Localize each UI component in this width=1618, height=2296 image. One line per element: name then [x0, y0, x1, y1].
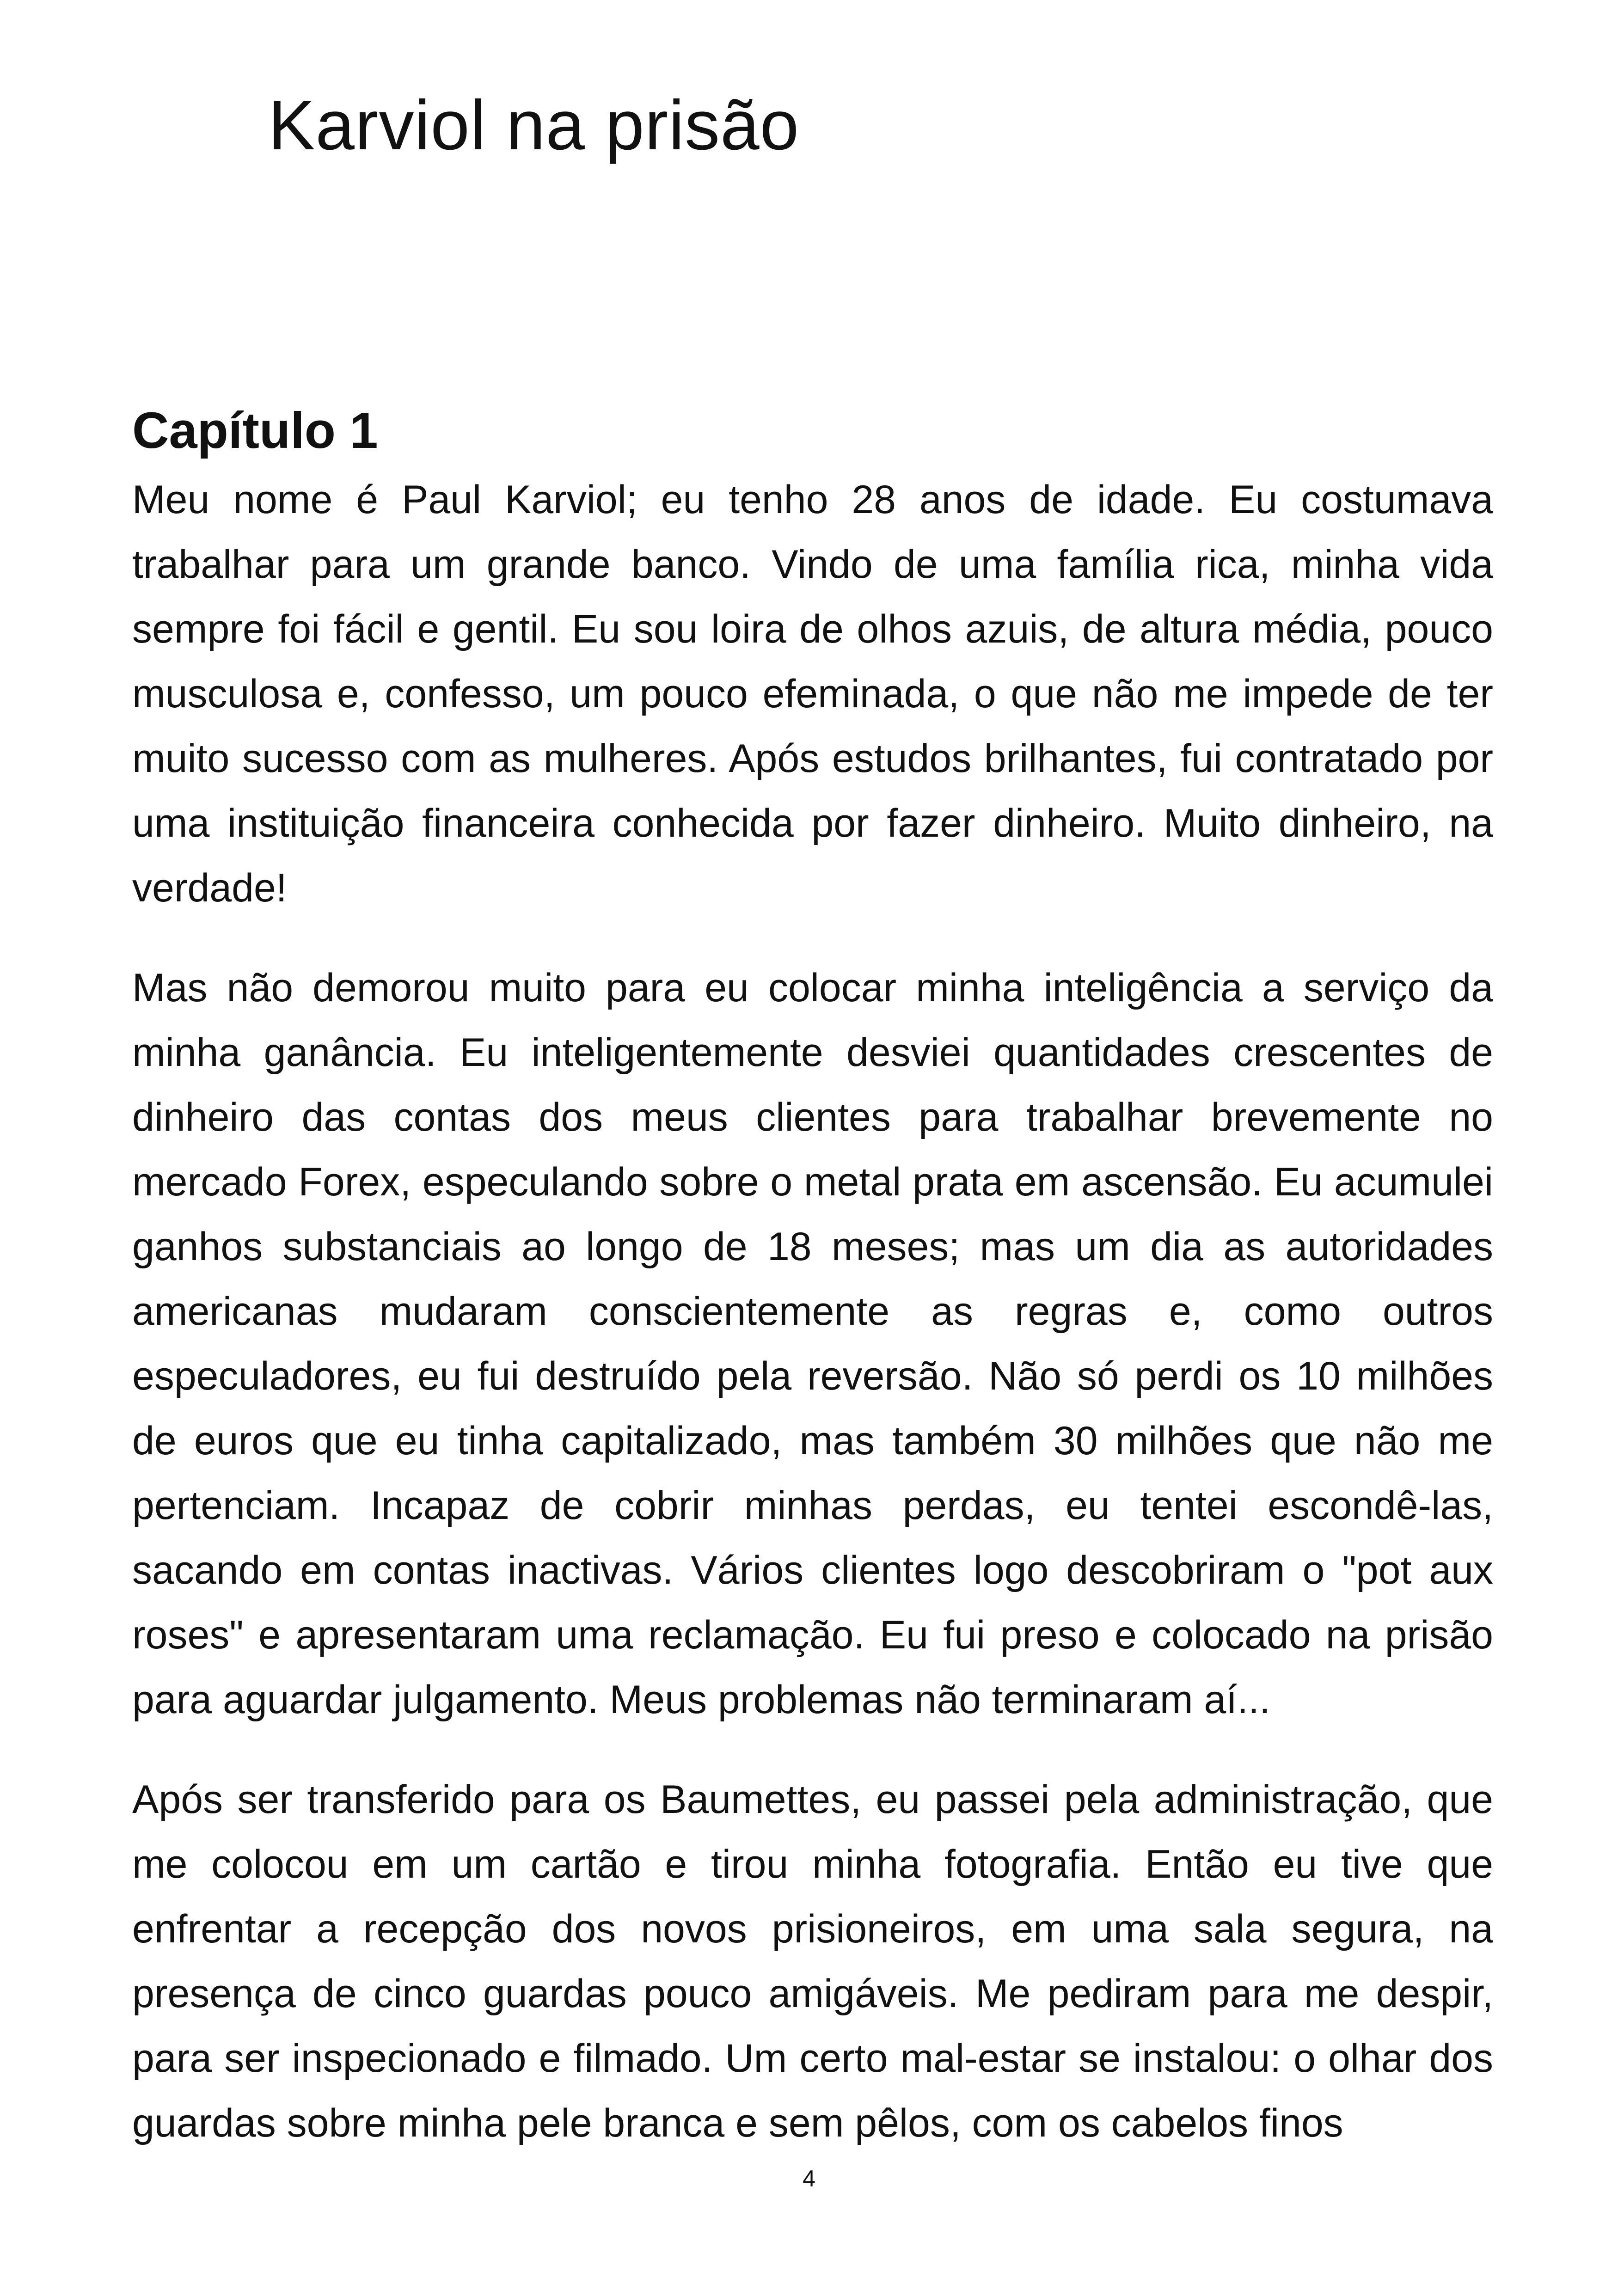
book-title: Karviol na prisão	[268, 86, 800, 165]
paragraph-1: Meu nome é Paul Karviol; eu tenho 28 anos de idade. Eu costumava trabalhar para um grande banco. Vindo de uma família rica, minha vida sempre foi fácil e gentil. Eu sou loira de olhos azuis, de altura média, pouco musculosa e, confesso, um pouco efeminada, o que não me impede de ter muito sucesso com as mulheres. Após estudos brilhantes, fui contratado por uma instituição financeira conhecida por fazer dinheiro. Muito dinheiro, na verdade!	[132, 478, 1493, 910]
chapter-heading: Capítulo 1	[132, 402, 378, 459]
paragraph-3: Após ser transferido para os Baumettes, eu passei pela administração, que me colocou em um cartão e tirou minha fotografia. Então eu tive que enfrentar a recepção dos novos prisioneiros, em uma sala segura, na presença de cinco guardas pouco amigáveis. Me pediram para me despir, para ser inspecionado e filmado. Um certo mal-estar se instalou: o olhar dos guardas sobre minha pele branca e sem pêlos, com os cabelos finos	[132, 1777, 1493, 2145]
page-number: 4	[803, 2166, 815, 2192]
chapter-body	[132, 398, 1493, 2191]
paragraph-2: Mas não demorou muito para eu colocar minha inteligência a serviço da minha ganância. Eu inteligentemente desviei quantidades crescentes de dinheiro das contas dos meus clientes para trabalhar brevemente no mercado Forex, especulando sobre o metal prata em ascensão. Eu acumulei ganhos substanciais ao longo de 18 meses; mas um dia as autoridades americanas mudaram conscientemente as regras e, como outros especuladores, eu fui destruído pela reversão. Não só perdi os 10 milhões de euros que eu tinha capitalizado, mas também 30 milhões que não me pertenciam. Incapaz de cobrir minhas perdas, eu tentei escondê-las, sacando em contas inactivas. Vários clientes logo descobriram o "pot aux roses" e apresentaram uma reclamação. Eu fui preso e colocado na prisão para aguardar julgamento. Meus problemas não terminaram aí...	[132, 966, 1493, 1722]
